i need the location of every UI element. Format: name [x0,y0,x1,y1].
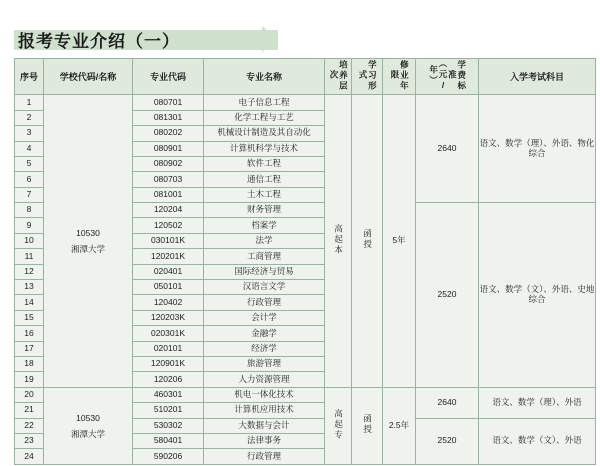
page-title [14,24,186,56]
cell-seq: 16 [15,326,44,341]
cell-subject-1: 语文、数学（理）、外语、物化综合 [479,95,596,203]
level-text-1: 高起本 [333,223,344,256]
table-row [15,387,596,402]
header-form-text: 学习形式 [358,59,378,92]
cell-seq: 3 [15,126,44,141]
cell-seq: 8 [15,203,44,218]
cell-fee-3: 2640 [416,387,479,418]
cell-major-code: 050101 [133,280,204,295]
cell-seq: 4 [15,141,44,156]
cell-seq: 19 [15,372,44,387]
cell-major-code: 020401 [133,264,204,279]
cell-seq: 20 [15,387,44,402]
cell-seq: 17 [15,341,44,356]
cell-major-name: 化学工程与工艺 [204,110,325,125]
cell-seq: 12 [15,264,44,279]
school-code-1: 10530 [76,227,100,238]
table-header-row [15,59,596,95]
cell-seq: 9 [15,218,44,233]
cell-major-name: 财务管理 [204,203,325,218]
cell-major-code: 460301 [133,387,204,402]
cell-major-name: 电子信息工程 [204,95,325,110]
cell-major-name: 行政管理 [204,295,325,310]
cell-major-name: 软件工程 [204,156,325,171]
cell-major-code: 120206 [133,372,204,387]
cell-seq: 18 [15,356,44,371]
cell-major-name: 行政管理 [204,449,325,464]
cell-major-code: 020301K [133,326,204,341]
cell-seq: 15 [15,310,44,325]
cell-seq: 21 [15,403,44,418]
cell-major-code: 120204 [133,203,204,218]
school-name-1: 湘潭大学 [70,244,105,255]
table-header [15,59,596,95]
cell-subject-3: 语文、数学（理）、外语 [479,387,596,418]
cell-seq: 11 [15,249,44,264]
form-text-2: 函授 [362,413,373,435]
cell-major-code: 080703 [133,172,204,187]
cell-major-code: 120502 [133,218,204,233]
cell-major-code: 120901K [133,356,204,371]
cell-major-name: 机械设计制造及其自动化 [204,126,325,141]
cell-major-name: 机电一体化技术 [204,387,325,402]
cell-seq: 14 [15,295,44,310]
header-level [325,59,352,95]
cell-major-code: 080202 [133,126,204,141]
header-form [352,59,383,95]
header-fee [416,59,479,95]
cell-major-name: 经济学 [204,341,325,356]
table-row [15,95,596,110]
cell-seq: 13 [15,280,44,295]
school-name-2: 湘潭大学 [70,428,105,439]
header-level-text: 培养层次 [329,59,349,92]
cell-seq: 23 [15,433,44,448]
cell-major-name: 国际经济与贸易 [204,264,325,279]
cell-major-name: 汉语言文学 [204,280,325,295]
cell-seq: 22 [15,418,44,433]
cell-seq: 5 [15,156,44,171]
cell-major-code: 530302 [133,418,204,433]
cell-major-code: 580401 [133,433,204,448]
cell-subject-2: 语文、数学（文）、外语、史地综合 [479,203,596,388]
header-years-text: 修业年限 [390,59,410,92]
cell-major-name: 人力资源管理 [204,372,325,387]
cell-major-name: 旅游管理 [204,356,325,371]
cell-major-code: 120201K [133,249,204,264]
cell-fee-1: 2640 [416,95,479,203]
cell-seq: 10 [15,233,44,248]
cell-major-name: 通信工程 [204,172,325,187]
cell-major-code: 030101K [133,233,204,248]
cell-major-name: 档案学 [204,218,325,233]
cell-major-name: 计算机应用技术 [204,403,325,418]
cell-major-name: 计算机科学与技术 [204,141,325,156]
cell-subject-4: 语文、数学（文）、外语 [479,418,596,464]
cell-major-code: 590206 [133,449,204,464]
majors-table [14,58,596,465]
cell-major-code: 120203K [133,310,204,325]
header-major-name: 专业名称 [204,59,325,95]
header-school: 学校代码/名称 [44,59,133,95]
cell-level-1 [325,95,352,387]
cell-major-name: 大数据与会计 [204,418,325,433]
cell-major-code: 020101 [133,341,204,356]
cell-seq: 7 [15,187,44,202]
cell-major-name: 工商管理 [204,249,325,264]
cell-major-code: 120402 [133,295,204,310]
cell-years-2: 2.5年 [383,387,416,464]
cell-major-name: 金融学 [204,326,325,341]
header-seq: 序号 [15,59,44,95]
cell-major-code: 081001 [133,187,204,202]
cell-major-name: 会计学 [204,310,325,325]
cell-seq: 1 [15,95,44,110]
cell-major-name: 土木工程 [204,187,325,202]
header-subject: 入学考试科目 [479,59,596,95]
cell-school-2 [44,387,133,464]
cell-major-code: 081301 [133,110,204,125]
header-fee-text: 学费标准（元/年） [428,59,467,92]
cell-fee-4: 2520 [416,418,479,464]
cell-school-1 [44,95,133,387]
form-text-1: 函授 [362,229,373,251]
cell-form-1 [352,95,383,387]
header-major-code: 专业代码 [133,59,204,95]
cell-major-code: 510201 [133,403,204,418]
cell-years-1: 5年 [383,95,416,387]
page-title-text: 报考专业介绍（一） [18,32,180,51]
cell-seq: 6 [15,172,44,187]
table-body [15,95,596,464]
cell-form-2 [352,387,383,464]
cell-major-name: 法学 [204,233,325,248]
cell-seq: 24 [15,449,44,464]
cell-major-name: 法律事务 [204,433,325,448]
cell-seq: 2 [15,110,44,125]
cell-major-code: 080701 [133,95,204,110]
cell-fee-2: 2520 [416,203,479,388]
header-years [383,59,416,95]
level-text-2: 高起专 [333,408,344,441]
cell-major-code: 080901 [133,141,204,156]
school-code-2: 10530 [76,412,100,423]
cell-level-2 [325,387,352,464]
cell-major-code: 080902 [133,156,204,171]
